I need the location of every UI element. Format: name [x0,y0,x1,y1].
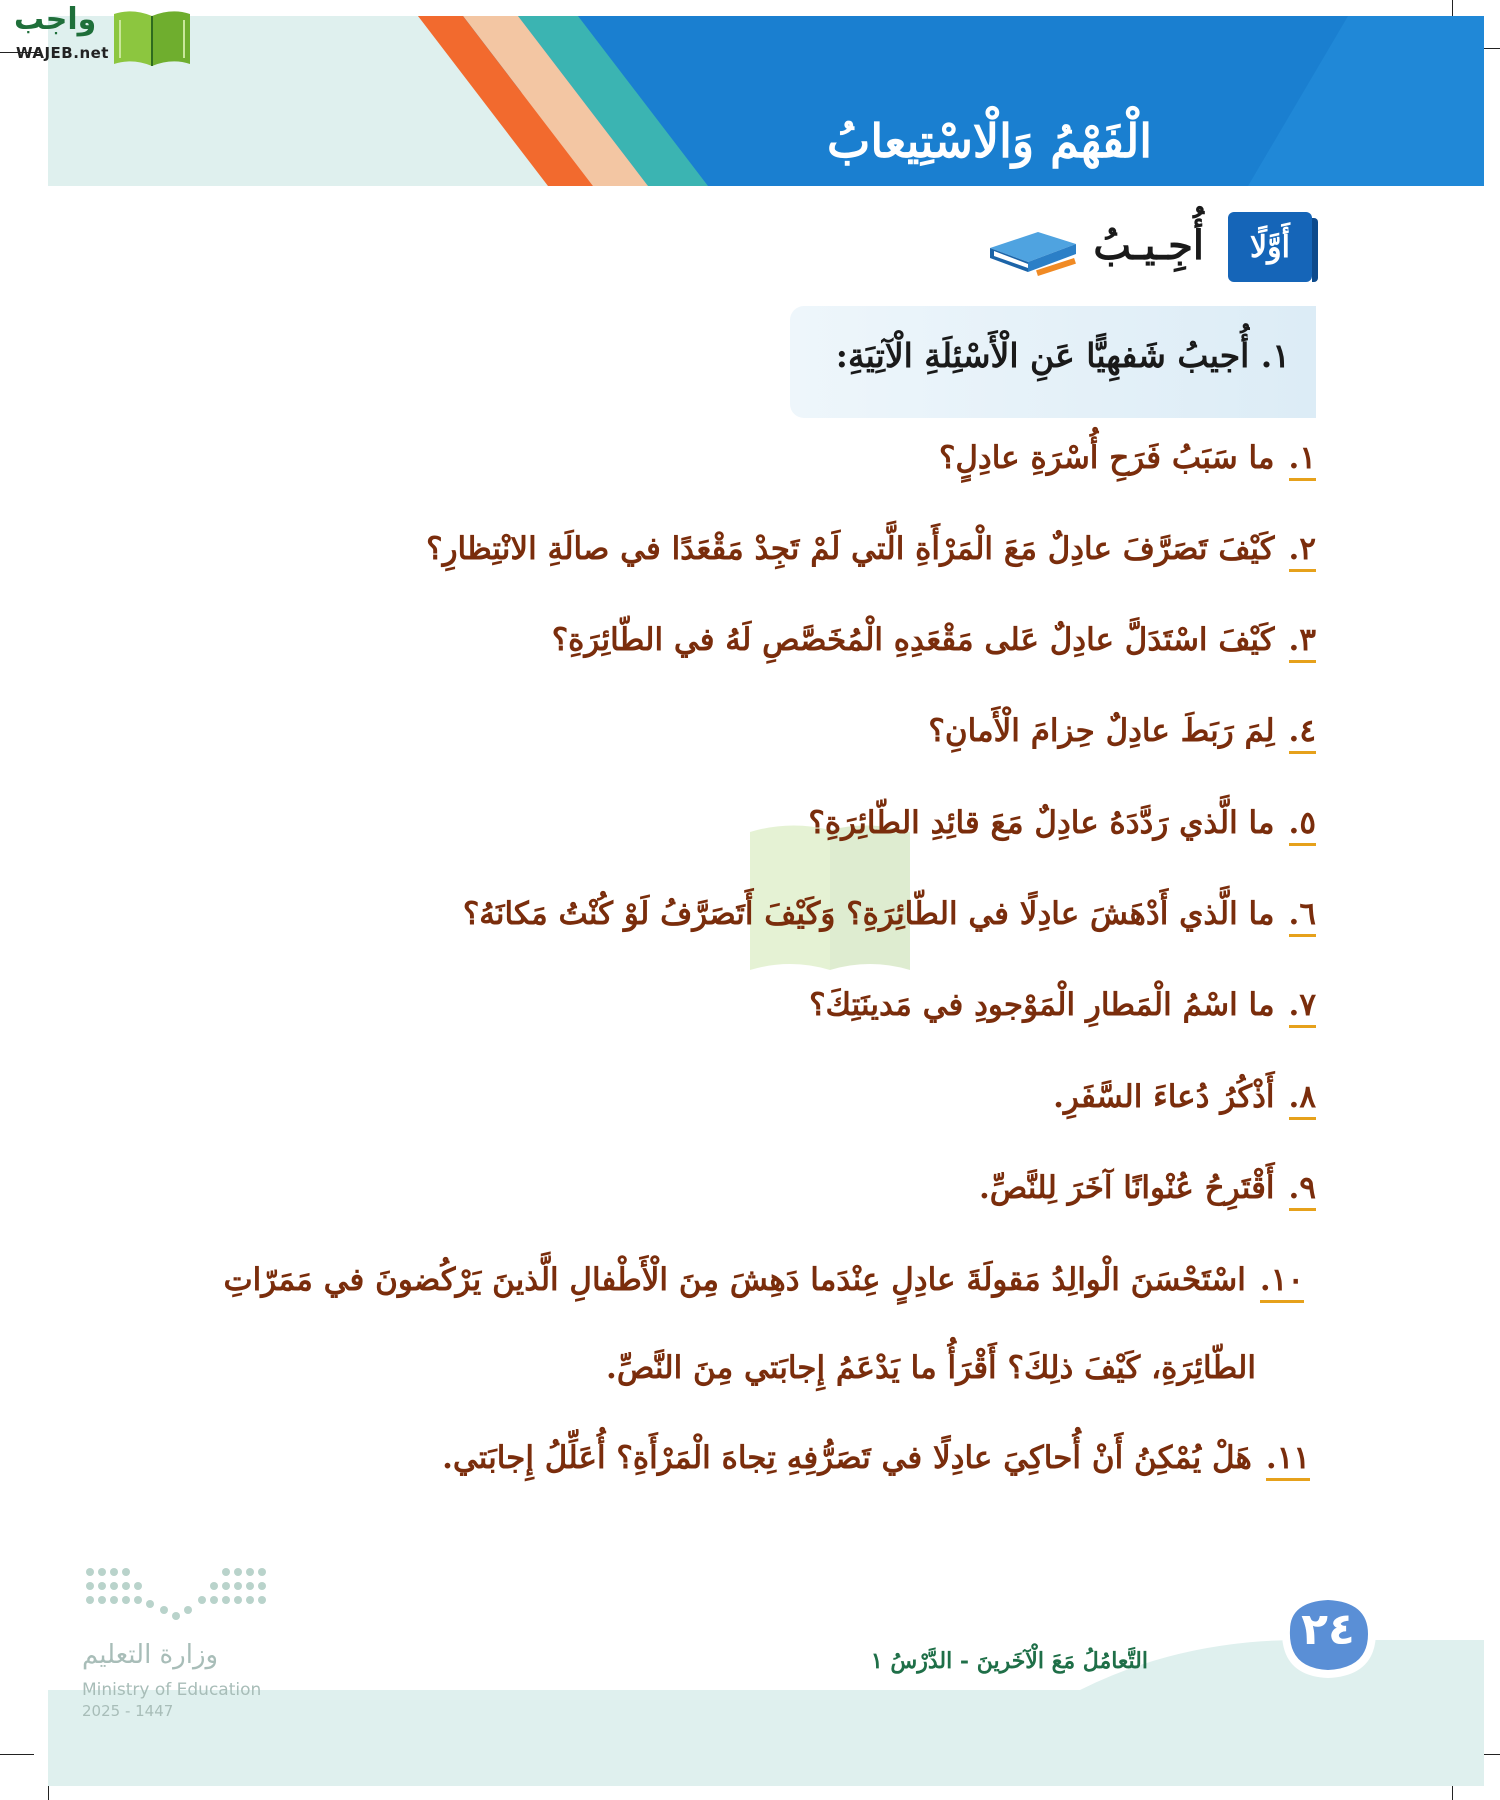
question-number: ٤. [1289,713,1316,754]
question-9 [979,1170,1316,1211]
question-text: هَلْ يُمْكِنُ أَنْ أُحاكِيَ عادِلًا في تَصَرُّفِهِ تِجاهَ الْمَرْأَةِ؟ أُعَلِّلُ إِجابَتي. [442,1440,1252,1476]
ministry-dots-logo [84,1564,268,1630]
section-title: أُجِـيـبُ [1093,222,1204,269]
question-text: ما الَّذي رَدَّدَهُ عادِلٌ مَعَ قائِدِ الطّائِرَةِ؟ [808,805,1275,841]
question-5 [808,805,1316,846]
question-11 [442,1440,1310,1481]
page-title: الْفَهْمُ وَالْاسْتِيعابُ [827,114,1152,168]
question-text: أَذْكُرُ دُعاءَ السَّفَرِ. [1053,1079,1275,1115]
question-text: ما الَّذي أَدْهَشَ عادِلًا في الطّائِرَةِ؟ وَكَيْفَ أَتَصَرَّفُ لَوْ كُنْتُ مَكانَهُ؟ [462,896,1275,932]
question-10 [223,1262,1304,1303]
question-number: ١. [1289,440,1316,481]
section-badge: أَوَّلًا [1228,212,1312,282]
question-number: ١١. [1266,1440,1310,1481]
question-number: ١٠. [1260,1262,1304,1303]
question-number: ٧. [1289,987,1316,1028]
question-number: ٥. [1289,805,1316,846]
question-number: ٩. [1289,1170,1316,1211]
question-number: ٨. [1289,1079,1316,1120]
question-4 [928,713,1316,754]
question-number: ٢. [1289,531,1316,572]
instruction-text: ١. أُجيبُ شَفهِيًّا عَنِ الْأَسْئِلَةِ الْآتِيَةِ: [835,336,1290,375]
question-number: ٦. [1289,896,1316,937]
wajeb-logo [6,2,196,72]
question-7 [809,987,1316,1028]
question-1 [939,440,1316,481]
question-text: ما اسْمُ الْمَطارِ الْمَوْجودِ في مَدينَتِكَ؟ [809,987,1275,1023]
question-8 [1053,1079,1316,1120]
logo-text-arabic: واجب [14,2,97,37]
logo-text-english: WAJEB.net [16,44,109,62]
question-text: كَيْفَ اسْتَدَلَّ عادِلٌ عَلى مَقْعَدِهِ الْمُخَصَّصِ لَهُ في الطّائِرَةِ؟ [551,622,1275,658]
question-text: لِمَ رَبَطَ عادِلٌ حِزامَ الْأَمانِ؟ [928,713,1275,749]
question-text: أَقْتَرِحُ عُنْوانًا آخَرَ لِلنَّصِّ. [979,1170,1275,1206]
header-graphic [48,16,1484,186]
question-3 [552,622,1316,663]
lesson-label: التَّعامُلُ مَعَ الْآخَرينَ - الدَّرْسُ ١ [870,1648,1148,1674]
header-banner [48,16,1484,186]
question-10-continued [606,1350,1256,1386]
question-number: ٣. [1289,622,1316,663]
instruction-box [790,306,1316,418]
page-number: ٢٤ [1301,1604,1355,1655]
ministry-name-arabic: وزارة التعليم [82,1640,219,1670]
ministry-name-english: Ministry of Education [82,1680,262,1700]
question-2 [426,531,1316,572]
question-text: كَيْفَ تَصَرَّفَ عادِلٌ مَعَ الْمَرْأَةِ الَّتي لَمْ تَجِدْ مَقْعَدًا في صالَةِ الانْتِظارِ؟ [426,531,1275,567]
book-logo-icon [110,6,194,68]
question-text: ما سَبَبُ فَرَحِ أُسْرَةِ عادِلٍ؟ [938,440,1275,476]
ministry-year: 2025 - 1447 [82,1702,174,1720]
book-pencil-icon [986,226,1080,280]
question-text: اسْتَحْسَنَ الْوالِدُ مَقولَةَ عادِلٍ عِنْدَما دَهِشَ مِنَ الْأَطْفالِ الَّذينَ يَرْكُضونَ في مَمَرّاتِ [223,1262,1246,1298]
question-6 [463,896,1316,937]
question-text: الطّائِرَةِ، كَيْفَ ذلِكَ؟ أَقْرَأُ ما يَدْعَمُ إِجابَتي مِنَ النَّصِّ. [606,1350,1256,1386]
